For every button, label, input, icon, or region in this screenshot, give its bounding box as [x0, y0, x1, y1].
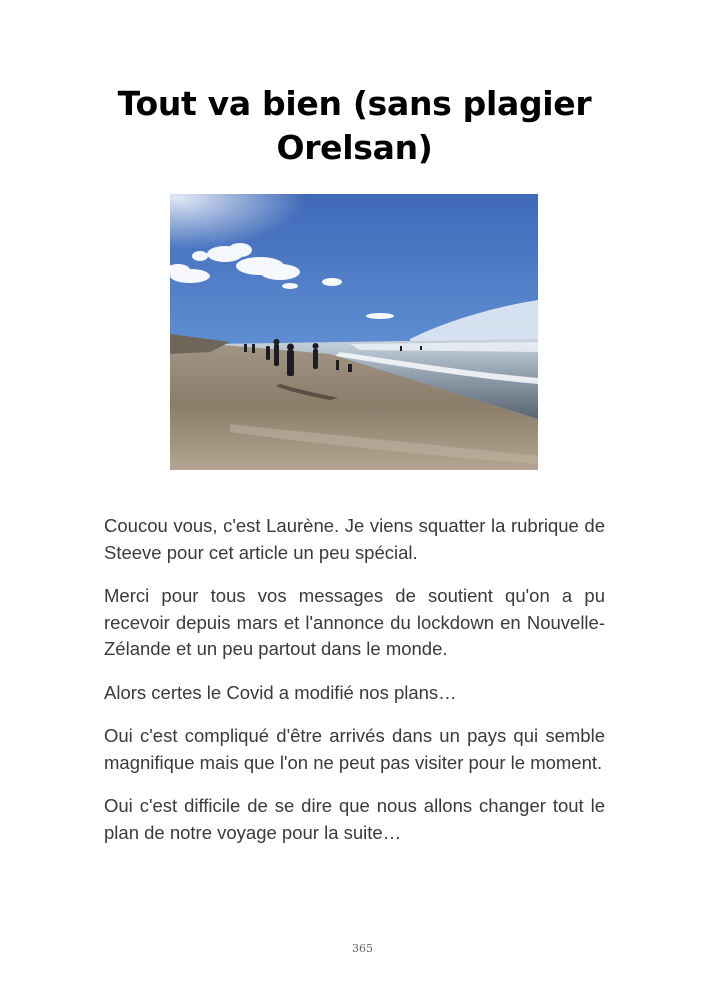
paragraph: Coucou vous, c'est Laurène. Je viens squatter la rubrique de Steeve pour cet article un peu spécial. — [104, 515, 605, 563]
paragraph: Alors certes le Covid a modifié nos plans… — [104, 681, 457, 703]
paragraph: Oui c'est compliqué d'être arrivés dans un pays qui semble magnifique mais que l'on ne peut pas visiter pour le moment. — [104, 725, 605, 773]
beach-photo — [170, 194, 538, 470]
paragraph: Merci pour tous vos messages de soutient qu'on a pu recevoir depuis mars et l'annonce du lockdown en Nouvelle-Zélande et un peu partout dans le monde. — [104, 585, 605, 659]
page-number: 365 — [352, 942, 373, 955]
article-body — [104, 513, 605, 863]
paragraph: Oui c'est difficile de se dire que nous allons changer tout le plan de notre voyage pour la suite… — [104, 795, 605, 843]
page-title: Tout va bien (sans plagier Orelsan) — [117, 84, 592, 167]
